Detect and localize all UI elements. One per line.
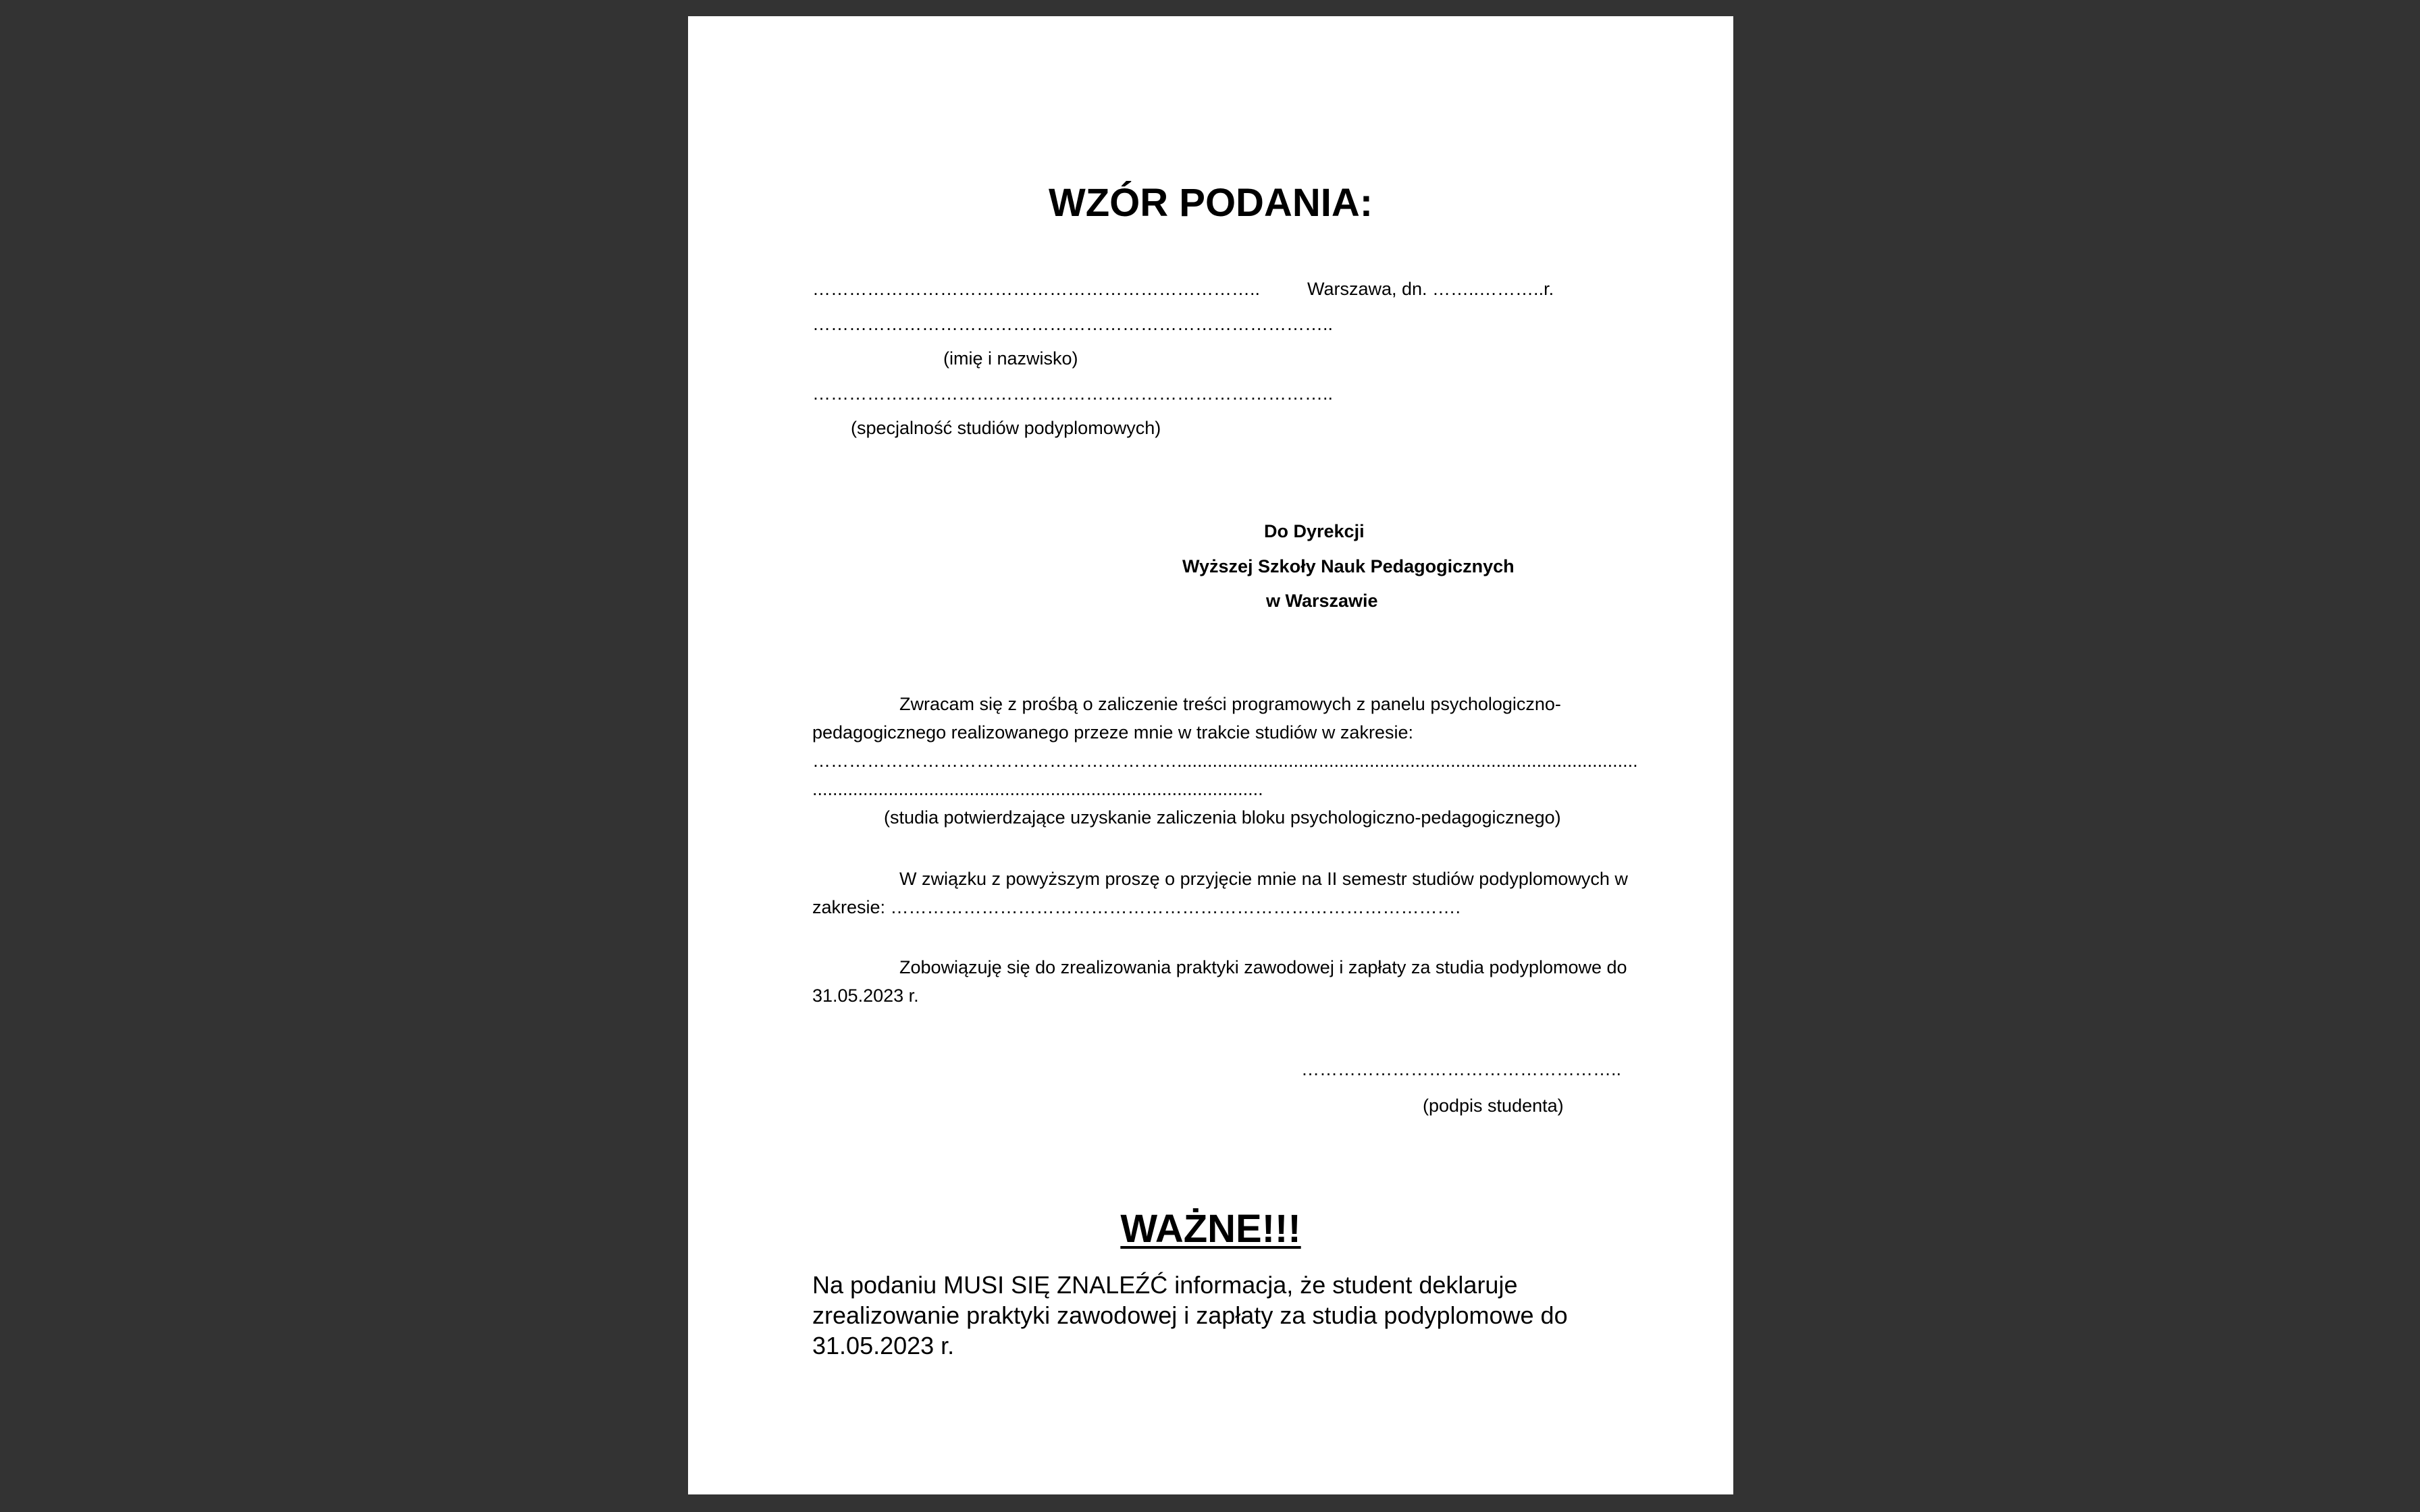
date-field: Warszawa, dn. ……..………..r. (1307, 279, 1554, 299)
page-title: WZÓR PODANIA: (1048, 181, 1373, 225)
addressee-line-3: w Warszawie (1266, 591, 1378, 611)
document-page (688, 16, 1733, 1494)
important-heading: WAŻNE!!! (1120, 1207, 1301, 1251)
paragraph-1-line-1: Zwracam się z prośbą o zaliczenie treści programowych z panelu psychologiczno- (899, 694, 1561, 714)
addressee-line-2: Wyższej Szkoły Nauk Pedagogicznych (1182, 556, 1515, 576)
paragraph-2-line-2: zakresie: …………………………………………………………………………………. (812, 897, 1461, 917)
addressee-line-1: Do Dyrekcji (1264, 521, 1365, 541)
paragraph-1-line-2: pedagogicznego realizowanego przeze mnie w trakcie studiów w zakresie: (812, 722, 1413, 742)
signature-caption: (podpis studenta) (1423, 1096, 1564, 1116)
paragraph-3-line-2: 31.05.2023 r. (812, 986, 919, 1006)
important-note-line-2: zrealizowanie praktyki zawodowej i zapłaty za studia podyplomowe do (812, 1301, 1568, 1329)
name-line-1: ……………………………………………………………….. (812, 279, 1261, 299)
paragraph-3-line-1: Zobowiązuję się do zrealizowania praktyki zawodowej i zapłaty za studia podyplomowe do (899, 957, 1627, 977)
paragraph-1-line-4: ......................................................................................... (812, 779, 1263, 799)
paragraph-1-line-3: ……………………………………………………........................................................................................... (812, 751, 1638, 771)
important-note-line-3: 31.05.2023 r. (812, 1332, 955, 1359)
name-line-2: ………………………………………………………………………….. (812, 314, 1334, 334)
important-note-line-1: Na podaniu MUSI SIĘ ZNALEŹĆ informacja, że student deklaruje (812, 1271, 1518, 1299)
paragraph-1-caption: (studia potwierdzające uzyskanie zaliczenia bloku psychologiczno-pedagogicznego) (884, 807, 1561, 828)
specialty-line: ………………………………………………………………………….. (812, 383, 1334, 404)
name-caption: (imię i nazwisko) (943, 348, 1078, 369)
specialty-caption: (specjalność studiów podyplomowych) (851, 418, 1161, 438)
signature-line: …………………………………………….. (1301, 1059, 1622, 1079)
paragraph-2-line-1: W związku z powyższym proszę o przyjęcie mnie na II semestr studiów podyplomowych w (899, 869, 1628, 889)
